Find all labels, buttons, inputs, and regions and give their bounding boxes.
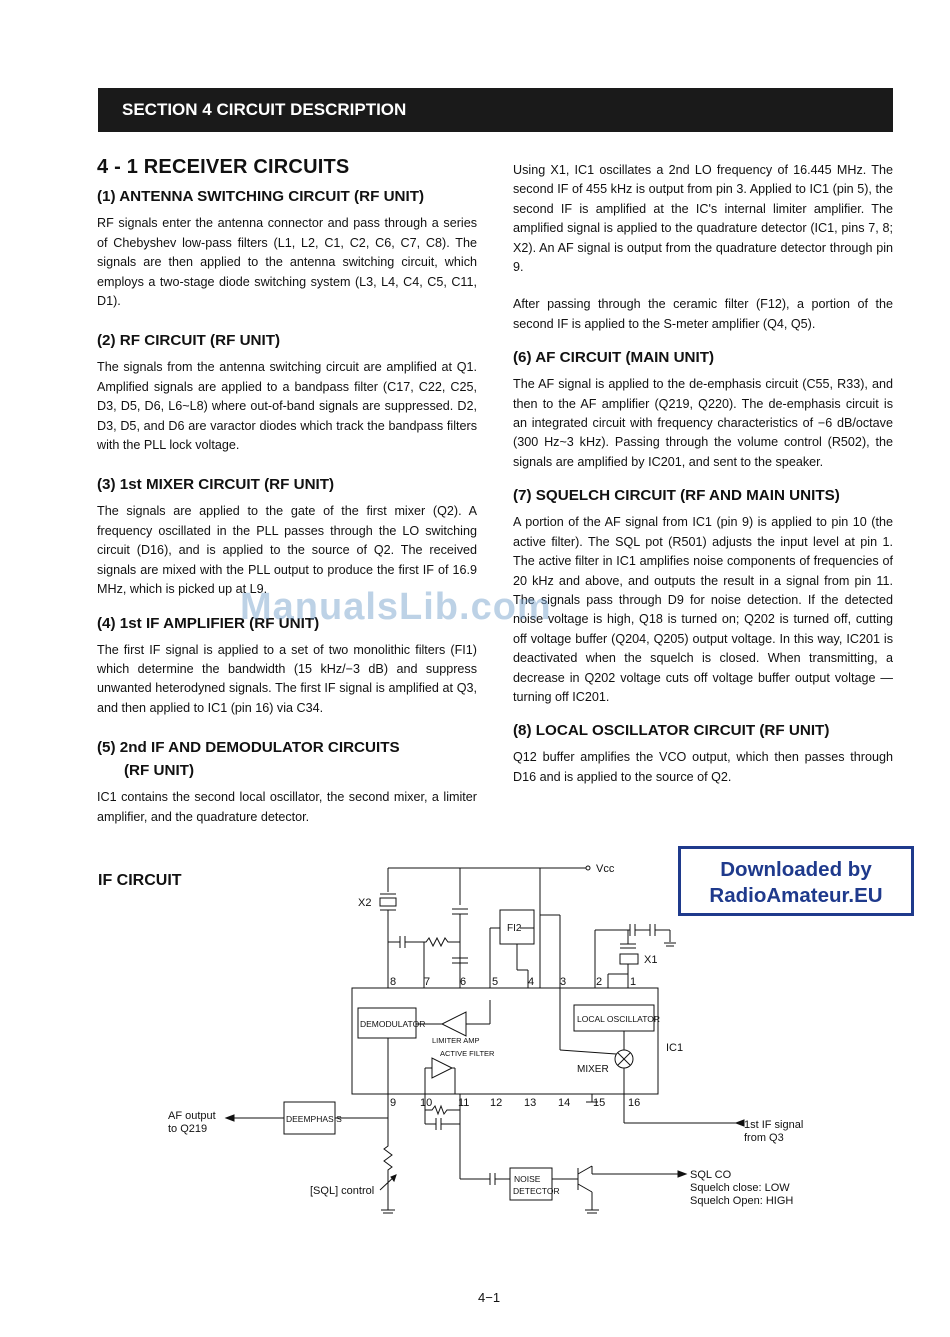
ic1-outline bbox=[352, 988, 658, 1094]
demodulator-label: DEMODULATOR bbox=[360, 1019, 426, 1029]
stamp-line1: Downloaded by bbox=[720, 858, 872, 881]
page-title: 4 - 1 RECEIVER CIRCUITS bbox=[97, 156, 350, 178]
paragraph-squelch: A portion of the AF signal from IC1 (pin 9) is applied to pin 10 (the active filter). The SQL pot (R501) adjusts the input level at pin 1. The active filter in IC1 amplifies noise components of frequencies of 20 kHz and above, and outputs the result in a signal from pin 11. The signals pass through D9 for noise detection. If the detected noise voltage is high, Q18 is turned on; Q202 is turned off, cutting off voltage buffer (Q204, Q205) output voltage. In this way, IC201 is deactivated when the squelch is closed. When transmitting, a decrease in Q202 voltage cuts off voltage buffer output voltage — turning off IC201. bbox=[513, 515, 893, 704]
paragraph-2nd-lo: Using X1, IC1 oscillates a 2nd LO frequency of 16.445 MHz. The second IF of 455 kHz is output from pin 3. Applied to IC1 (pin 5), the second IF is amplified at the IC's internal limiter amplifier. The amplified signal is applied to the quadrature detector (IC1, pins 7, 8; X2). An AF signal is output from the quadrature detector through pin 9. bbox=[513, 163, 893, 275]
pin-6: 6 bbox=[460, 976, 467, 988]
sql-control-label: [SQL] control bbox=[310, 1185, 375, 1197]
x2-label: X2 bbox=[358, 897, 372, 909]
pin-10: 10 bbox=[420, 1097, 433, 1109]
page-number: 4−1 bbox=[478, 1290, 501, 1305]
heading-local-osc: (8) LOCAL OSCILLATOR CIRCUIT (RF UNIT) bbox=[513, 722, 830, 740]
heading-rf-circuit: (2) RF CIRCUIT (RF UNIT) bbox=[97, 332, 281, 350]
x2-crystal bbox=[380, 898, 396, 906]
pin-9: 9 bbox=[390, 1097, 397, 1109]
pin-3: 3 bbox=[560, 976, 567, 988]
ic1-label: IC1 bbox=[666, 1042, 684, 1054]
paragraph-antenna-switching: RF signals enter the antenna connector and pass through a series of Chebyshev low-pass filters (L1, L2, C1, C2, C6, C7, C8). The signals are then applied to the antenna switching circuit, which employs a two-stage diode switching system (L3, L4, C4, C5, C11, D1). bbox=[97, 216, 477, 309]
paragraph-ceramic-filter: After passing through the ceramic filter (F12), a portion of the second IF is applied to the S-meter amplifier (Q4, Q5). bbox=[513, 297, 893, 331]
x1-label: X1 bbox=[644, 954, 658, 966]
noise-detector-label-2: DETECTOR bbox=[513, 1186, 560, 1196]
pin-11: 11 bbox=[458, 1097, 470, 1109]
pin-4: 4 bbox=[528, 976, 535, 988]
fi2-label: FI2 bbox=[507, 923, 522, 934]
heading-af-circuit: (6) AF CIRCUIT (MAIN UNIT) bbox=[513, 349, 715, 367]
heading-1st-mixer: (3) 1st MIXER CIRCUIT (RF UNIT) bbox=[97, 476, 335, 494]
deemphasis-label: DEEMPHASIS bbox=[286, 1114, 342, 1124]
af-output-label-2: to Q219 bbox=[168, 1123, 208, 1135]
right-column bbox=[513, 161, 893, 799]
heading-1st-if-amp: (4) 1st IF AMPLIFIER (RF UNIT) bbox=[97, 614, 320, 632]
active-filter-label: ACTIVE FILTER bbox=[440, 1049, 495, 1058]
heading-squelch: (7) SQUELCH CIRCUIT (RF AND MAIN UNITS) bbox=[513, 487, 840, 505]
stamp-line2: RadioAmateur.EU bbox=[709, 884, 883, 907]
paragraph-1st-if-amp: The first IF signal is applied to a set of two monolithic filters (FI1) which determine the bandwidth (15 kHz/−3 dB) and suppress unwanted heterodyned signals. The first IF signal is amplified at Q3, and then applied to IC1 (pin 16) via C34. bbox=[97, 642, 477, 715]
heading-2nd-if-line1: (5) 2nd IF AND DEMODULATOR CIRCUITS bbox=[97, 739, 400, 757]
pin-5: 5 bbox=[492, 976, 499, 988]
paragraph-af-circuit: The AF signal is applied to the de-emphasis circuit (C55, R33), and then to the AF amplifier (Q219, Q220). The de-emphasis circuit is an integrated circuit with frequency characteristics of −6 dB/octave (300 Hz~3 kHz). Passing through the volume control (R502), the signals are amplified by IC201, and sent to the speaker. bbox=[513, 377, 893, 469]
squelch-close-label: Squelch close: LOW bbox=[690, 1182, 790, 1194]
noise-detector-label-1: NOISE bbox=[514, 1174, 541, 1184]
heading-2nd-if bbox=[97, 736, 477, 782]
limiter-amp bbox=[442, 1012, 466, 1036]
paragraph-1st-mixer: The signals are applied to the gate of the first mixer (Q2). A frequency oscillated in the PLL passes through the LO switching circuit (D16), and is applied to the source of Q2. The received signals are mixed with the PLL output to produce the first IF of 16.9 MHz, which is picked up at L9. bbox=[97, 504, 477, 597]
paragraph-rf-circuit: The signals from the antenna switching circuit are amplified at Q1. Amplified signals are applied to a bandpass filter (C17, C22, C25, D3, D5, D6, L6~L8) where out-of-band signals are suppressed. D2, D3, D5, and D6 are varactor diodes which track the bandpass filters with the PLL lock voltage. bbox=[97, 360, 477, 453]
pin-13: 13 bbox=[524, 1097, 537, 1109]
heading-2nd-if-line2: (RF UNIT) bbox=[124, 762, 195, 780]
figure-title: IF CIRCUIT bbox=[98, 872, 182, 889]
pin-12: 12 bbox=[490, 1097, 503, 1109]
pin-16: 16 bbox=[628, 1097, 641, 1109]
section-title: SECTION 4 CIRCUIT DESCRIPTION bbox=[122, 100, 407, 119]
limiter-amp-label: LIMITER AMP bbox=[432, 1036, 480, 1045]
pin-8: 8 bbox=[390, 976, 397, 988]
af-output-label-1: AF output bbox=[168, 1110, 216, 1122]
if-circuit-diagram bbox=[150, 840, 830, 1240]
local-oscillator-label: LOCAL OSCILLATOR bbox=[577, 1014, 660, 1024]
watermark: ManualsLib.com bbox=[240, 586, 552, 628]
pin-15: 15 bbox=[593, 1097, 606, 1109]
pin-7: 7 bbox=[424, 976, 431, 988]
heading-antenna-switching: (1) ANTENNA SWITCHING CIRCUIT (RF UNIT) bbox=[97, 188, 425, 206]
if-signal-label-1: 1st IF signal bbox=[744, 1119, 804, 1131]
pin-14: 14 bbox=[558, 1097, 571, 1109]
active-filter bbox=[432, 1058, 452, 1078]
if-signal-label-2: from Q3 bbox=[744, 1132, 784, 1144]
pin-2: 2 bbox=[596, 976, 603, 988]
vcc-label: Vcc bbox=[596, 863, 615, 875]
squelch-open-label: Squelch Open: HIGH bbox=[690, 1195, 794, 1207]
x1-crystal bbox=[620, 954, 638, 964]
mixer-label: MIXER bbox=[577, 1064, 609, 1075]
section-header bbox=[98, 88, 893, 132]
left-column bbox=[97, 158, 477, 839]
pin-1: 1 bbox=[630, 976, 637, 988]
paragraph-local-osc: Q12 buffer amplifies the VCO output, which then passes through D16 and is applied to the source of Q2. bbox=[513, 750, 893, 784]
sql-co-label: SQL CO bbox=[690, 1169, 732, 1181]
paragraph-2nd-if: IC1 contains the second local oscillator, the second mixer, a limiter amplifier, and the quadrature detector. bbox=[97, 790, 477, 824]
